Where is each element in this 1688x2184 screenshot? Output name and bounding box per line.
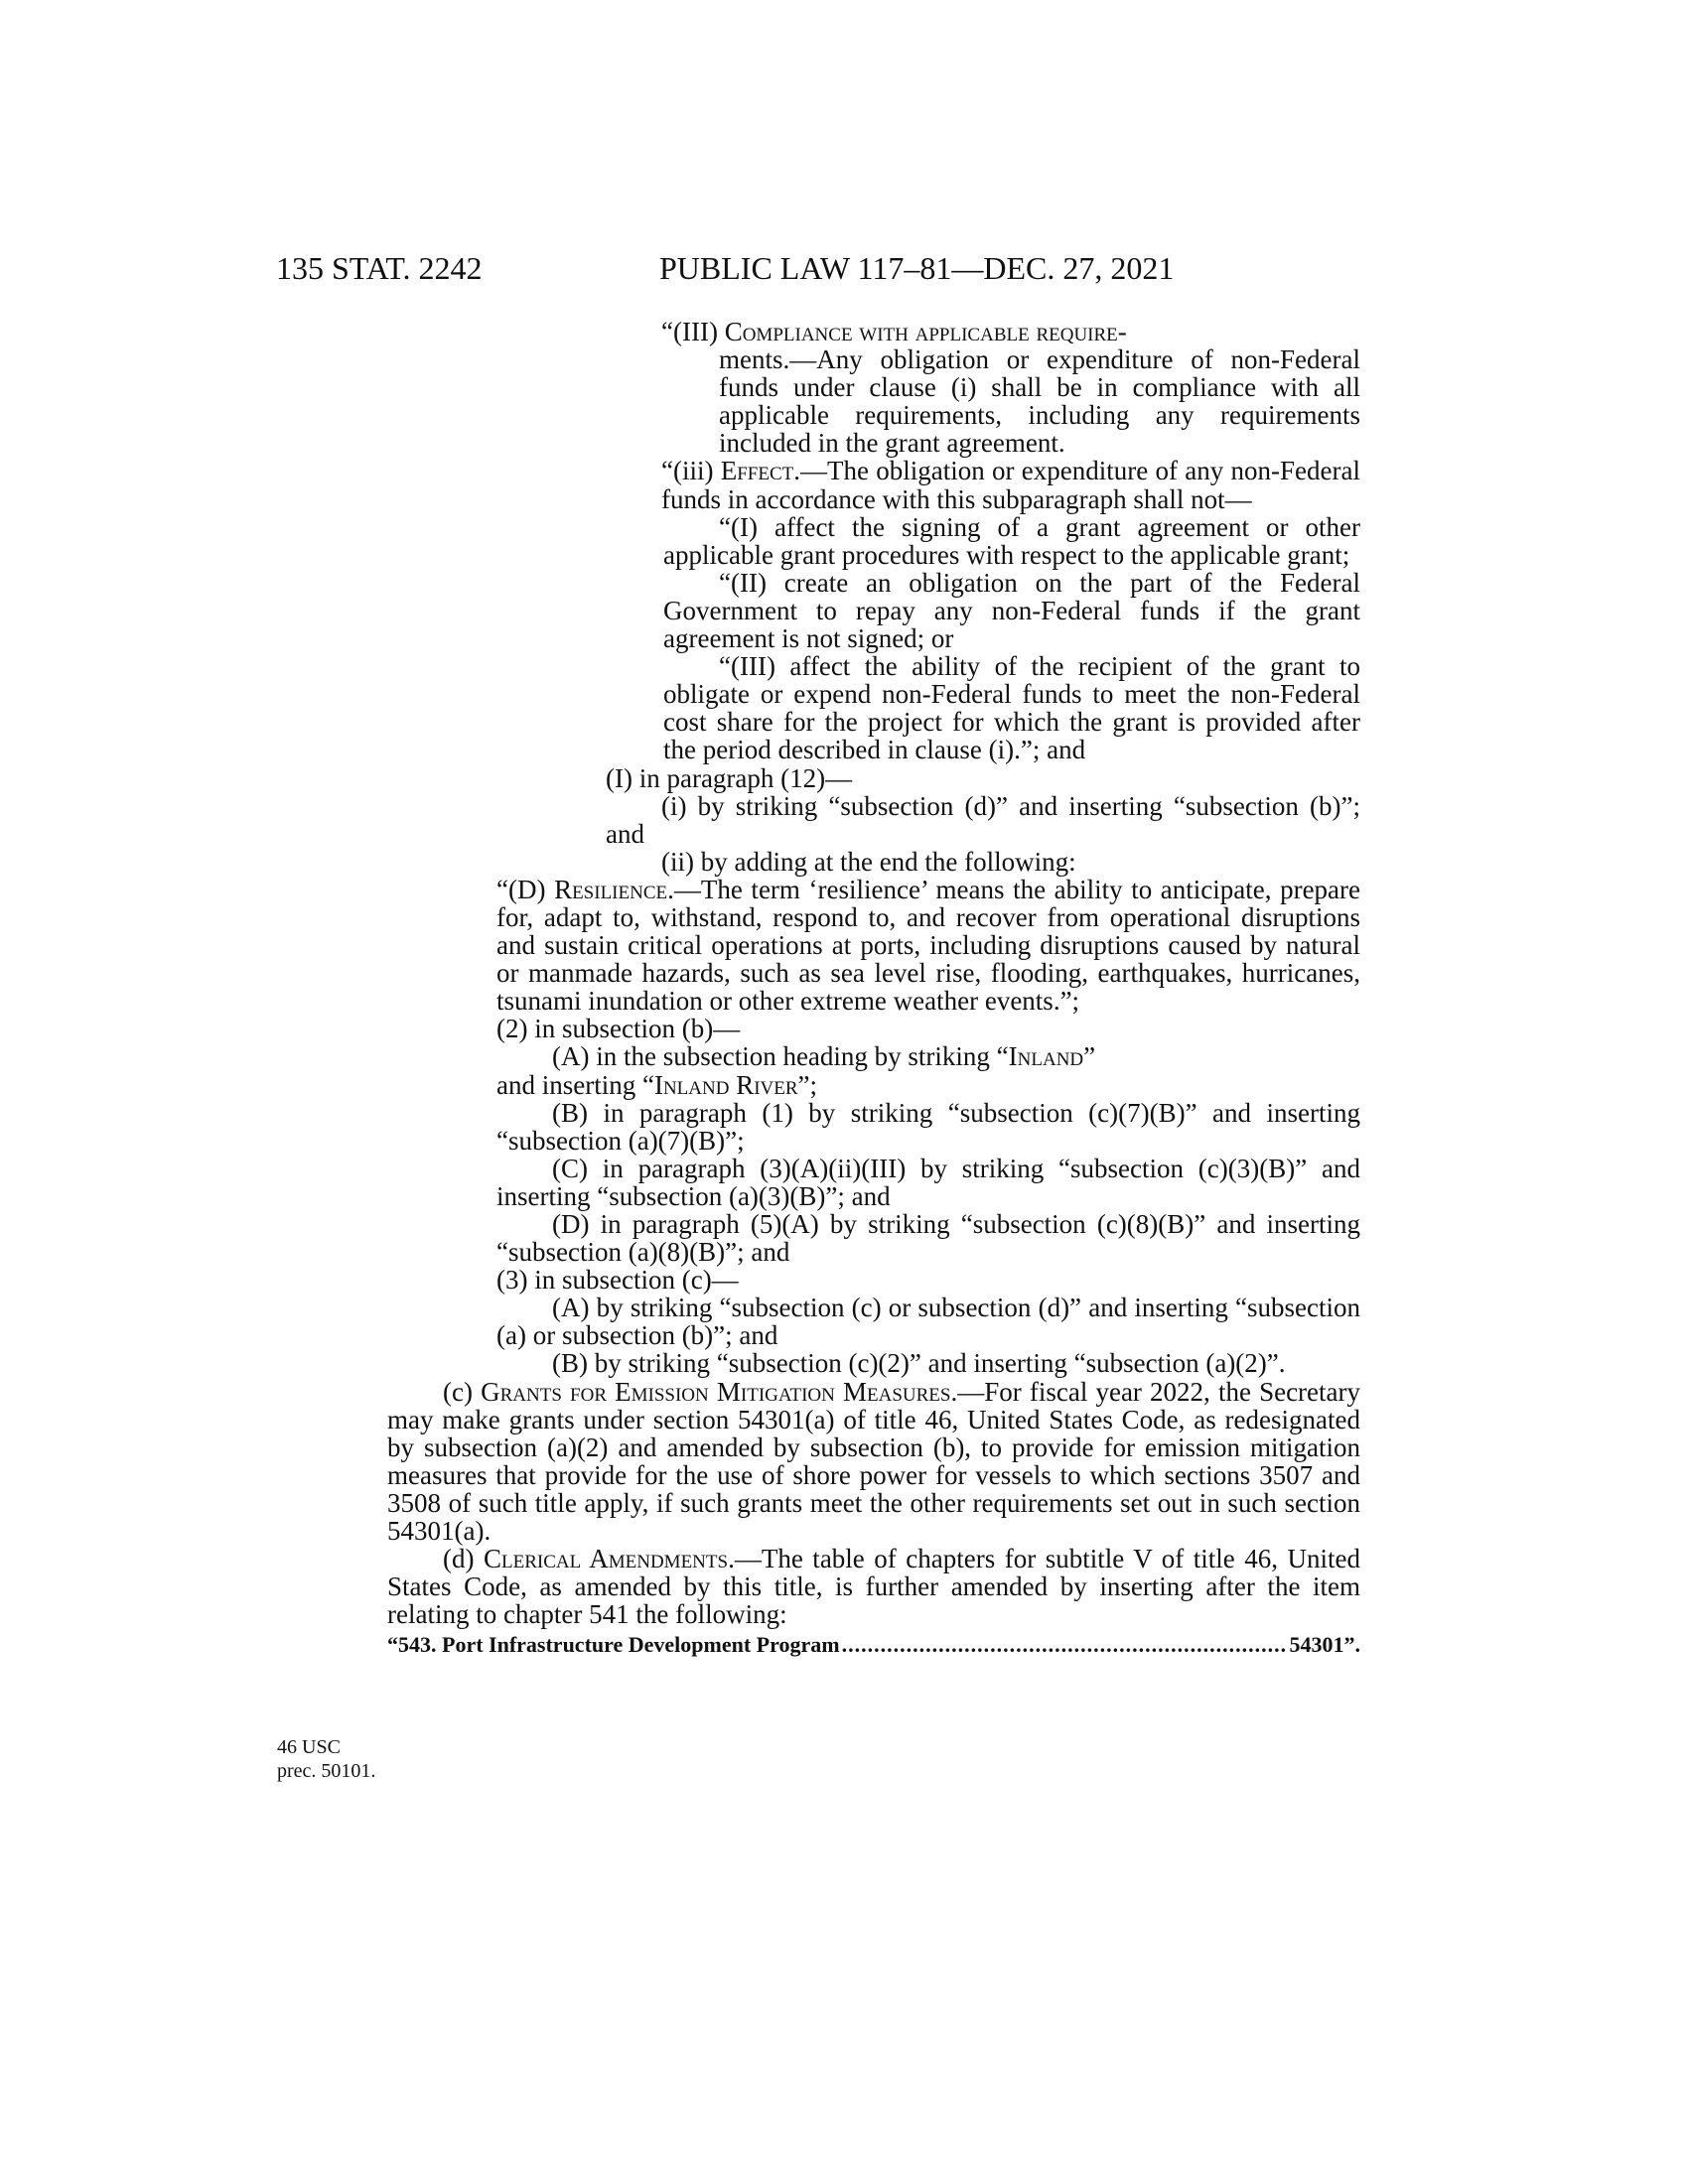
margin-note-line-2: prec. 50101. <box>277 1760 376 1782</box>
margin-note-line-1: 46 USC <box>277 1736 341 1758</box>
subclause-iii-compliance-heading: “(III) Compliance with applicable require- <box>661 317 1127 346</box>
toc-entry-label: “543. Port Infrastructure Development Program <box>387 1632 840 1658</box>
statute-body <box>387 317 1361 1660</box>
subclause-i-signing: “(I) affect the signing of a grant agreement or other applicable grant procedures with respect to the applicable grant; <box>663 511 1360 570</box>
table-of-chapters-entry <box>387 1630 1360 1660</box>
item-a-heading-line2: and inserting “Inland River”; <box>496 1069 818 1100</box>
item-a-striking: (A) by striking “subsection (c) or subsection (d)” and inserting “subsection (a) or subsection (b)”; and <box>496 1293 1360 1351</box>
item-b-striking: (B) by striking “subsection (c)(2)” and inserting “subsection (a)(2)”. <box>552 1348 1286 1379</box>
item-ii-adding: (ii) by adding at the end the following: <box>661 846 1076 877</box>
item-c-paragraph-3: (C) in paragraph (3)(A)(ii)(III) by striking “subsection (c)(3)(B)” and inserting “subsection (a)(3)(B)”; and <box>496 1153 1360 1211</box>
subsection-d-clerical: (d) Clerical Amendments.—The table of chapters for subtitle V of title 46, United States Code, as amended by this title, is further amended by inserting after the item relating to chapter 541 the following: <box>387 1544 1361 1630</box>
item-i-striking: (i) by striking “subsection (d)” and inserting “subsection (b)”; and <box>606 790 1360 849</box>
item-b-paragraph-1: (B) in paragraph (1) by striking “subsection (c)(7)(B)” and inserting “subsection (a)(7)(B)”; <box>496 1097 1360 1156</box>
toc-entry-section: 54301”. <box>1289 1632 1360 1658</box>
margin-note <box>277 1735 375 1783</box>
para-i-paragraph-12: (I) in paragraph (12)— <box>606 762 853 793</box>
toc-leader-dots <box>842 1630 1288 1660</box>
subsection-c-grants: (c) Grants for Emission Mitigation Measures.—For fiscal year 2022, the Secretary may make grants under section 54301(a) of title 46, United States Code, as redesignated by subsection (a)(2) and amended by subsection (b), to provide for emission mitigation measures that provide for the use of shore power for vessels to which sections 3507 and 3508 of such title apply, if such grants meet the other requirements set out in such section 54301(a). <box>387 1376 1361 1547</box>
para-3-subsection-c: (3) in subsection (c)— <box>496 1265 739 1296</box>
stat-page-reference: 135 STAT. 2242 <box>276 250 483 286</box>
para-2-subsection-b: (2) in subsection (b)— <box>496 1014 741 1044</box>
definition-d-resilience: “(D) Resilience.—The term ‘resilience’ means the ability to anticipate, prepare for, adapt to, withstand, respond to, and recover from operational disruptions and sustain critical operations at ports, including disruptions caused by natural or manmade hazards, such as sea level rise, flooding, earthquakes, hurricanes, tsunami inundation or other extreme weather events.”; <box>496 874 1361 1017</box>
subclause-iii-compliance-text: ments.—Any obligation or expenditure of non-Federal funds under clause (i) shall be in compliance with all applicable requirements, including any requirements included in the grant agreement. <box>719 344 1360 459</box>
item-d-paragraph-5: (D) in paragraph (5)(A) by striking “subsection (c)(8)(B)” and inserting “subsection (a)(8)(B)”; and <box>496 1209 1360 1268</box>
item-a-heading-line1: (A) in the subsection heading by striking “Inland” <box>552 1041 1096 1072</box>
subclause-ii-obligation: “(II) create an obligation on the part of the Federal Government to repay any non-Federal funds if the grant agreement is not signed; or <box>663 567 1360 654</box>
subclause-iii-ability: “(III) affect the ability of the recipient of the grant to obligate or expend non-Federal funds to meet the non-Federal cost share for the project for which the grant is provided after the period described in clause (i).”; and <box>663 651 1360 765</box>
public-law-title: PUBLIC LAW 117–81—DEC. 27, 2021 <box>659 250 1175 286</box>
clause-iii-effect: “(iii) Effect.—The obligation or expenditure of any non-Federal funds in accordance with this subparagraph shall not— <box>661 456 1360 514</box>
